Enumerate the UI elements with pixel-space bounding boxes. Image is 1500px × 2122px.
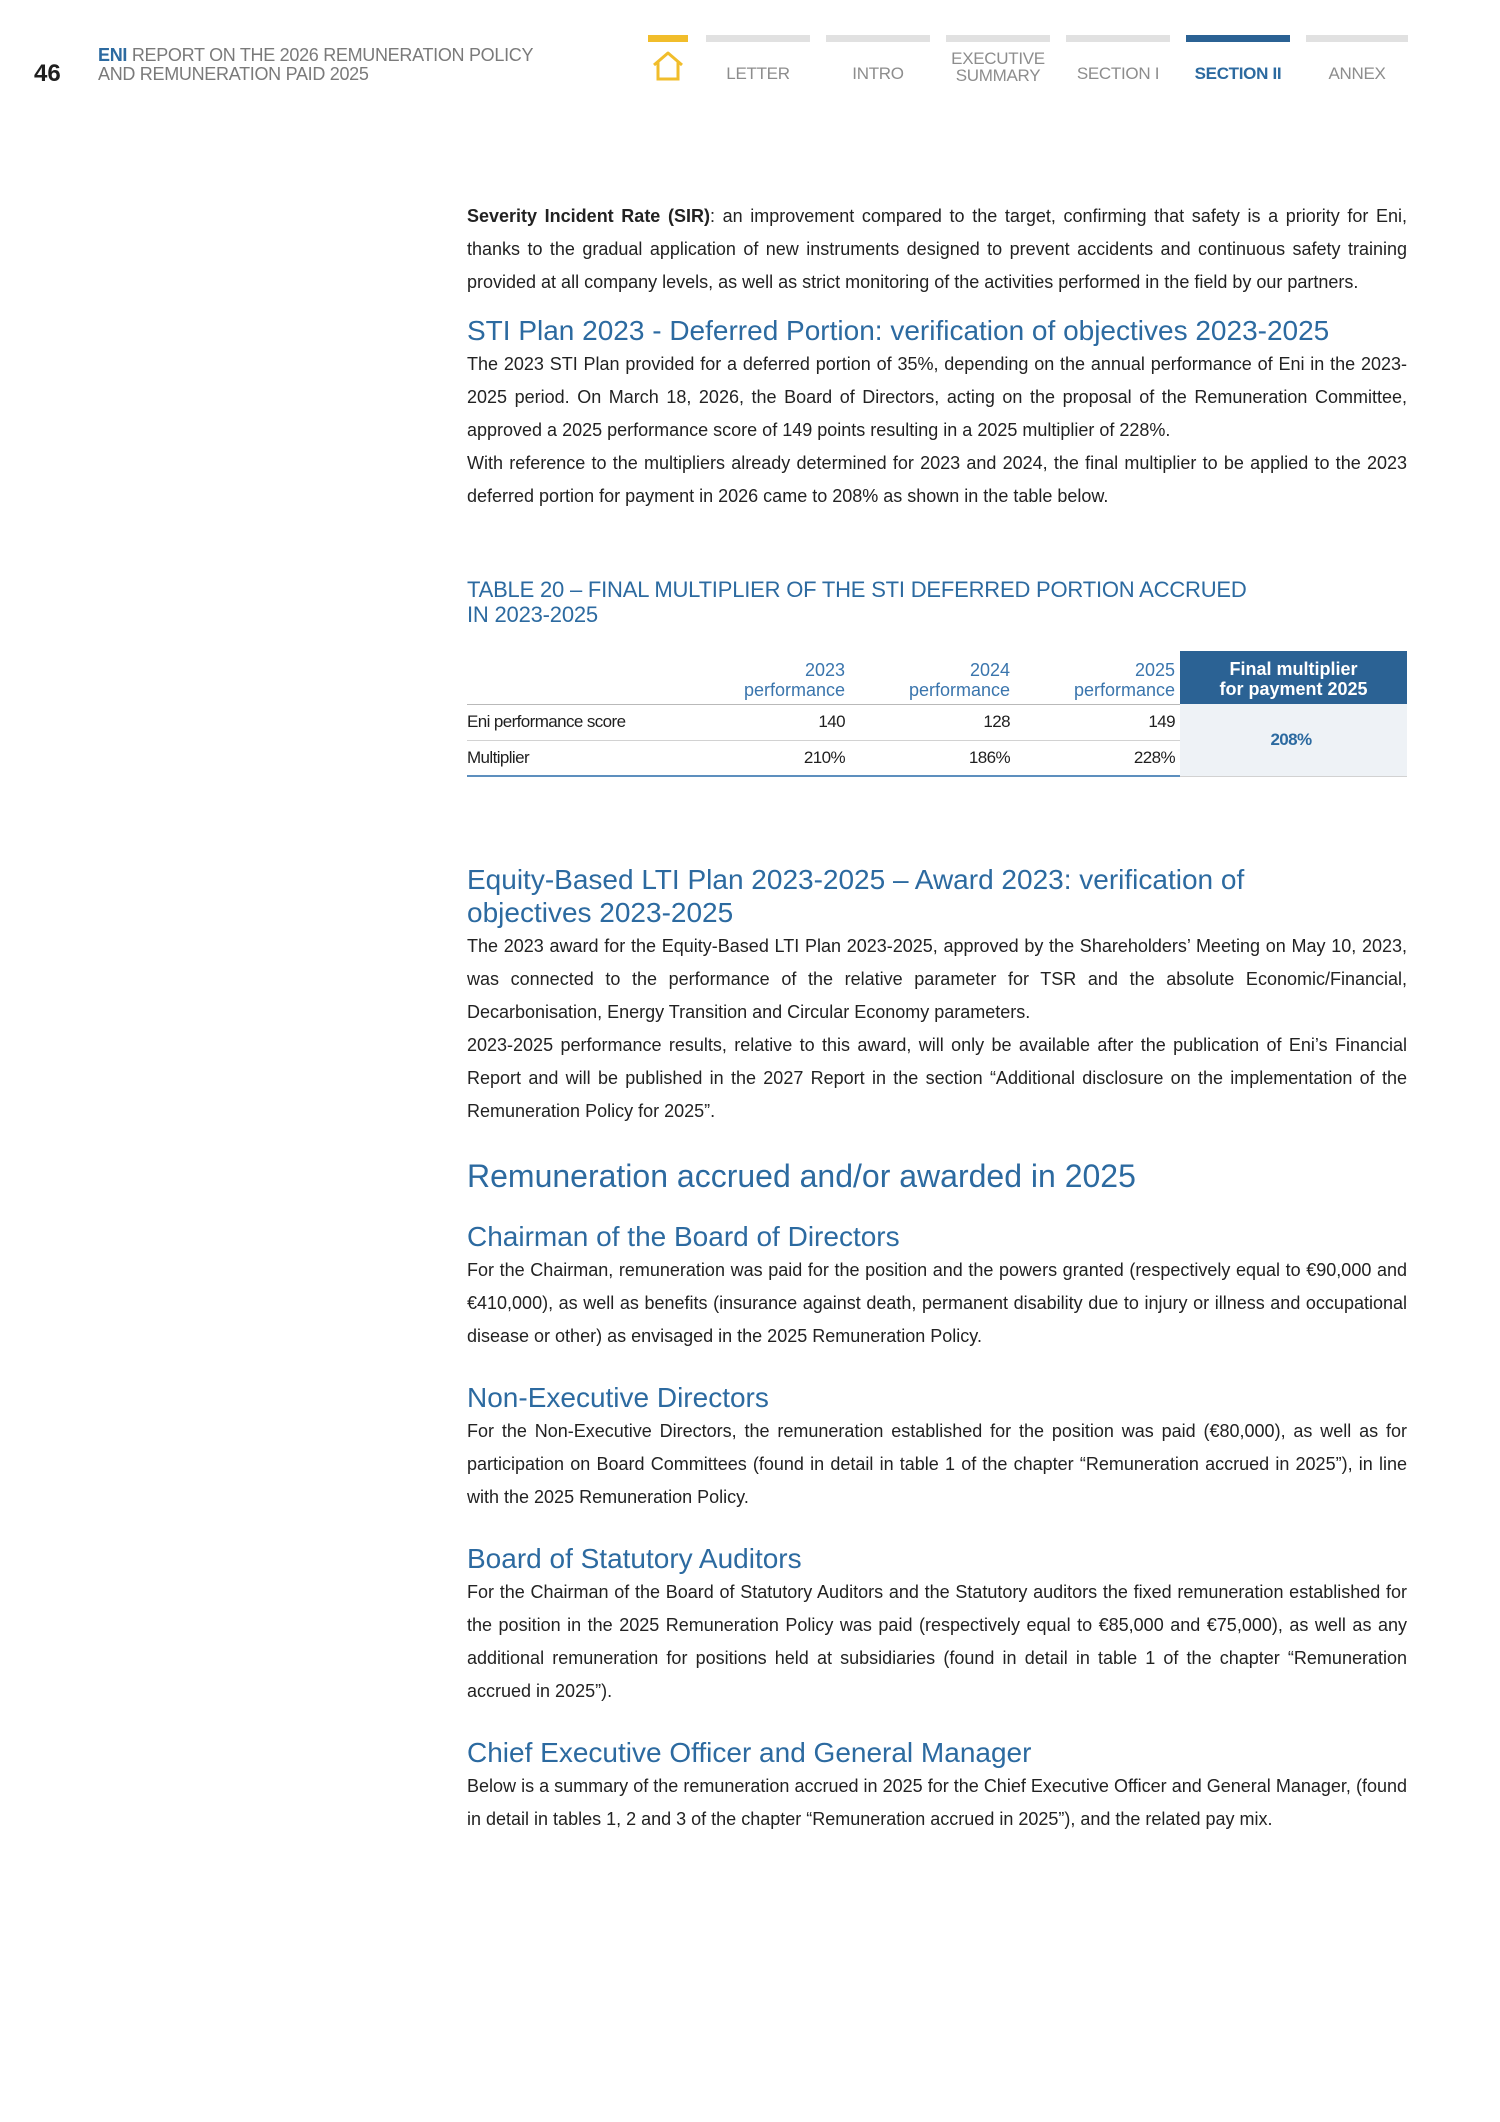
nav-annex-bar [1306,35,1408,42]
auditors-heading: Board of Statutory Auditors [467,1543,802,1574]
nav-section-i[interactable] [1066,35,1170,91]
cell-multiplier-2025: 228% [1015,740,1180,776]
nav-executive-summary[interactable] [946,35,1050,91]
nav-executive-summary-line-2: SUMMARY [955,66,1041,85]
sir-paragraph [467,200,1407,299]
ceo-paragraph: Below is a summary of the remuneration accrued in 2025 for the Chief Executive Officer and General Manager, (found in detail in tables 1, 2 and 3 of the chapter “Remuneration accrued in 2025”), and the related pay mix. [467,1776,1407,1829]
auditors-paragraph: For the Chairman of the Board of Statutory Auditors and the Statutory auditors the fixed remuneration established for the position in the 2025 Remuneration Policy was paid (respectively equal to €85,000 and €75,000), as well as any additional remuneration for positions held at subsidiaries (found in detail in table 1 of the chapter “Remuneration accrued in 2025”). [467,1582,1407,1701]
sti-heading: STI Plan 2023 - Deferred Portion: verification of objectives 2023-2025 [467,315,1330,346]
nav-intro-bar [826,35,930,42]
ceo-heading: Chief Executive Officer and General Manager [467,1737,1032,1768]
sti-paragraph-1: The 2023 STI Plan provided for a deferred portion of 35%, depending on the annual performance of Eni in the 2023-2025 period. On March 18, 2026, the Board of Directors, acting on the proposal of the Remuneration Committee, approved a 2025 performance score of 149 points resulting in a 2025 multiplier of 228%. [467,354,1407,440]
page-number: 46 [34,60,61,87]
nav-home[interactable] [648,35,688,91]
header-2024-sub: performance [908,679,1010,700]
nav-letter-label: LETTER [726,64,790,83]
document-title [98,46,533,84]
remuneration-heading: Remuneration accrued and/or awarded in 2025 [467,1158,1136,1194]
nav-executive-summary-line-1: EXECUTIVE [951,49,1045,68]
home-icon [651,49,685,83]
nav-executive-summary-label [946,50,1050,84]
cell-score-2024: 128 [850,704,1015,740]
header-2024-year: 2024 [969,659,1010,680]
sir-text: : an improvement compared to the target, confirming that safety is a priority for Eni, thanks to the gradual application of new instruments designed to prevent accidents and continuous safety training provided at all company levels, as well as strict monitoring of the activities performed in the field by our partners. [467,206,1407,292]
header-final-line-2: for payment 2025 [1219,679,1368,699]
sir-label: Severity Incident Rate (SIR) [467,206,710,226]
cell-multiplier-2024: 186% [850,740,1015,776]
final-multiplier-value: 208% [1180,704,1407,776]
nav-annex-label: ANNEX [1328,64,1386,83]
lti-heading-line-1: Equity-Based LTI Plan 2023-2025 – Award 2023: verification of [467,864,1245,895]
nav-letter-bar [706,35,810,42]
nav-letter[interactable] [706,35,810,91]
brand-name: ENI [98,45,128,65]
lti-paragraph-1: The 2023 award for the Equity-Based LTI Plan 2023-2025, approved by the Shareholders’ Meeting on May 10, 2023, was connected to the performance of the relative parameter for TSR and the absolute Economic/Financial, Decarbonisation, Energy Transition and Circular Economy parameters. [467,936,1407,1022]
main-content [467,200,1407,1836]
nav-section-ii-label: SECTION II [1194,64,1282,83]
lti-heading-line-2: objectives 2023-2025 [467,897,734,928]
header-2023-year: 2023 [804,659,845,680]
header-final-line-1: Final multiplier [1229,659,1358,679]
multiplier-table [467,651,1407,777]
cell-score-2023: 140 [687,704,850,740]
title-line-2: AND REMUNERATION PAID 2025 [98,64,369,84]
nav-annex[interactable] [1306,35,1408,91]
chairman-paragraph: For the Chairman, remuneration was paid for the position and the powers granted (respectively equal to €90,000 and €410,000), as well as benefits (insurance against death, permanent disability due to injury or illness and occupational disease or other) as envisaged in the 2025 Remuneration Policy. [467,1260,1407,1346]
table-title-line-2: IN 2023-2025 [467,602,598,627]
nav-section-i-bar [1066,35,1170,42]
table-header-row [467,651,1407,704]
nav-intro[interactable] [826,35,930,91]
lti-paragraph-2: 2023-2025 performance results, relative to this award, will only be available after the publication of Eni’s Financial Report and will be published in the 2027 Report in the section “Additional disclosure on the implementation of the Remuneration Policy for 2025”. [467,1035,1407,1121]
lti-heading [467,863,1407,929]
sti-paragraph-2: With reference to the multipliers already determined for 2023 and 2024, the final multiplier to be applied to the 2023 deferred portion for payment in 2026 came to 208% as shown in the table below. [467,453,1407,506]
nav-section-ii[interactable] [1186,35,1290,91]
nav-section-i-label: SECTION I [1076,64,1160,83]
chairman-heading: Chairman of the Board of Directors [467,1221,900,1252]
header-2025-sub: performance [1073,679,1175,700]
table-title [467,577,1407,627]
cell-score-2025: 149 [1015,704,1180,740]
non-exec-paragraph: For the Non-Executive Directors, the remuneration established for the position was paid (€80,000), as well as for participation on Board Committees (found in detail in table 1 of the chapter “Remuneration accrued in 2025”), in line with the 2025 Remuneration Policy. [467,1421,1407,1507]
nav-home-bar [648,35,688,42]
nav-executive-summary-bar [946,35,1050,42]
table-header-2025 [1015,651,1180,704]
table-header-final [1180,651,1407,704]
nav-intro-label: INTRO [852,64,904,83]
cell-multiplier-2023: 210% [687,740,850,776]
table-header-2023 [687,651,850,704]
non-exec-heading: Non-Executive Directors [467,1382,769,1413]
table-title-line-1: TABLE 20 – FINAL MULTIPLIER OF THE STI DEFERRED PORTION ACCRUED [467,577,1247,602]
table-header-2024 [850,651,1015,704]
row-label-score: Eni performance score [467,704,687,740]
section-nav [648,35,1408,91]
header-2025-year: 2025 [1134,659,1175,680]
title-line-1: REPORT ON THE 2026 REMUNERATION POLICY [131,45,534,65]
header-2023-sub: performance [743,679,845,700]
table-row [467,704,1407,740]
table-header-empty [467,651,687,704]
nav-section-ii-bar [1186,35,1290,42]
row-label-multiplier: Multiplier [467,740,687,776]
